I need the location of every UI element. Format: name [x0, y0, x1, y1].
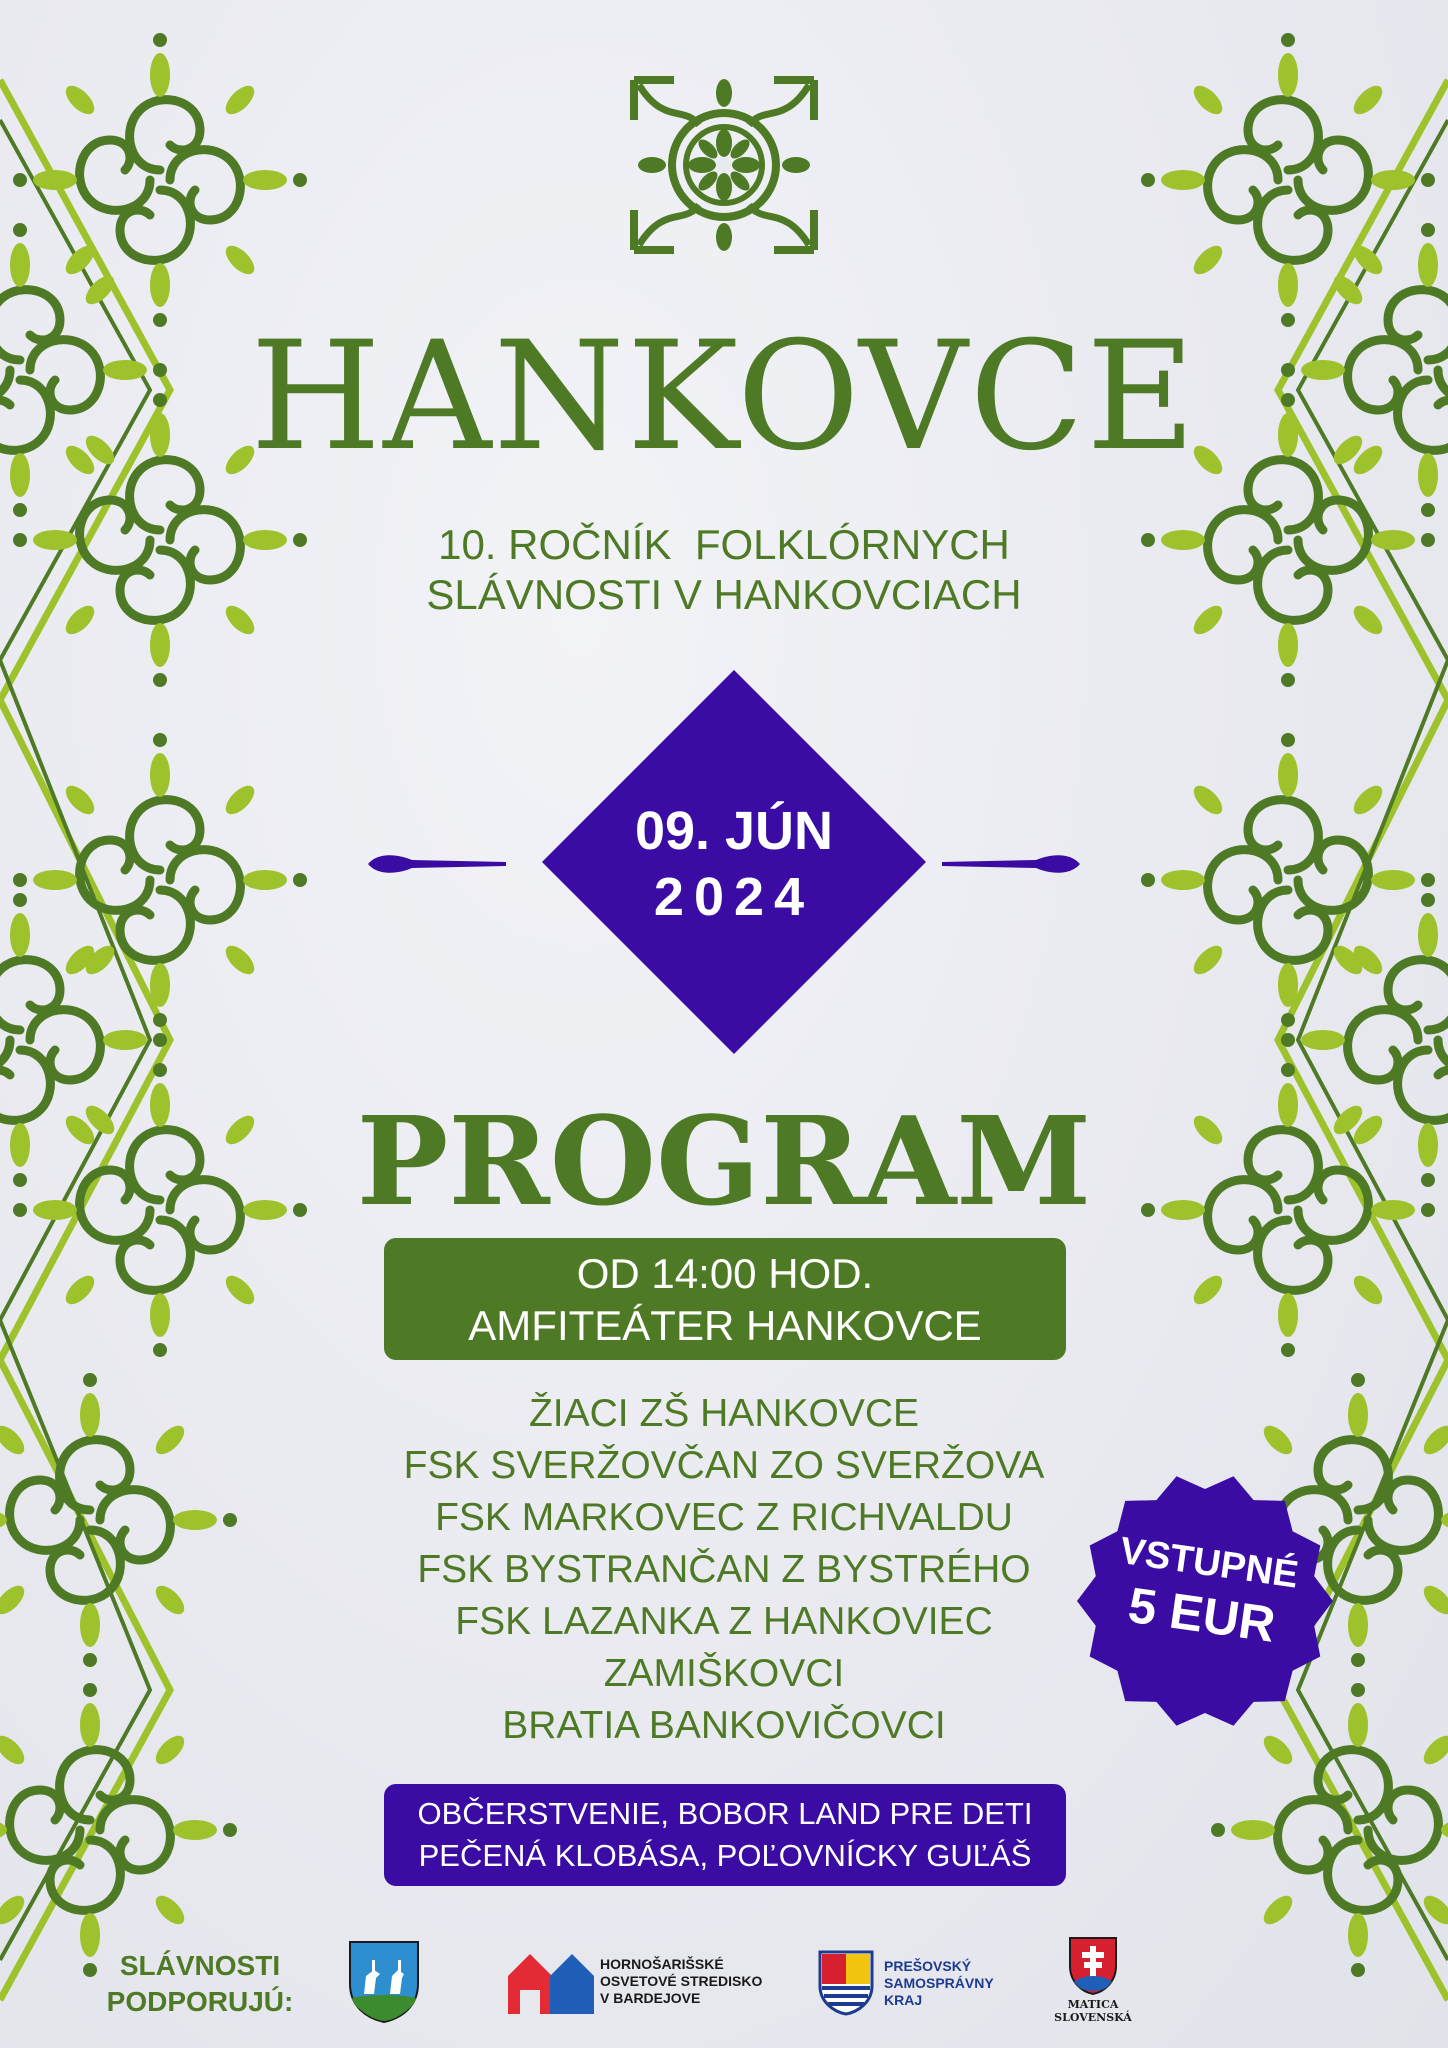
sponsor-line: MATICA [1067, 1998, 1119, 2011]
event-subtitle [300, 520, 1148, 620]
date-year: 2024 [653, 867, 815, 927]
list-item: ZAMIŠKOVCI [603, 1652, 845, 1695]
sponsors-label-line-2: PODPORUJÚ: [106, 1986, 294, 2017]
house-logo-icon [508, 1946, 594, 2014]
shield-icon [818, 1950, 874, 2016]
top-rosette-ornament [624, 70, 824, 260]
refreshments-line-1: OBČERSTVENIE, BOBOR LAND PRE DETI [417, 1796, 1033, 1831]
program-venue: AMFITEÁTER HANKOVCE [468, 1302, 982, 1349]
event-title: HANKOVCE [250, 310, 1198, 484]
list-item: BRATIA BANKOVIČOVCI [502, 1704, 946, 1747]
sponsor-matica-text [1040, 1998, 1146, 2024]
left-flourish [368, 850, 506, 878]
list-item: FSK BYSTRANČAN Z BYSTRÉHO [417, 1548, 1031, 1591]
program-title: PROGRAM [356, 1089, 1092, 1233]
date-day: 09. JÚN [634, 801, 834, 861]
sponsor-osvetove-stredisko-text [600, 1956, 770, 2007]
list-item: FSK SVERŽOVČAN ZO SVERŽOVA [403, 1444, 1045, 1487]
admission-price: 5 EUR [1124, 1576, 1279, 1653]
subtitle-line-2: SLÁVNOSTI V HANKOVCIACH [426, 571, 1022, 618]
sponsor-line: V BARDEJOVE [600, 1990, 701, 2006]
sponsor-line: SAMOSPRÁVNY [884, 1975, 994, 1991]
right-flourish [942, 850, 1080, 878]
sponsor-line: OSVETOVÉ STREDISKO [600, 1973, 763, 1989]
sponsor-line: KRAJ [884, 1992, 923, 2008]
program-time: OD 14:00 HOD. [576, 1250, 874, 1297]
subtitle-line-1: 10. ROČNÍK FOLKLÓRNYCH [438, 521, 1010, 568]
sponsor-psk-text [884, 1958, 1014, 2009]
sponsors-label [80, 1948, 320, 2020]
refreshments-line-2: PEČENÁ KLOBÁSA, POĽOVNÍCKY GUĽÁŠ [418, 1838, 1032, 1873]
sponsor-line: HORNOŠARIŠSKÉ [600, 1956, 724, 1972]
admission-label: VSTUPNÉ [1117, 1529, 1301, 1597]
cross-emblem-icon [1066, 1936, 1120, 1996]
coat-of-arms-icon [346, 1938, 422, 2024]
sponsor-line: PREŠOVSKÝ [884, 1958, 972, 1974]
list-item: FSK MARKOVEC Z RICHVALDU [435, 1496, 1013, 1539]
event-date [542, 798, 926, 930]
list-item: FSK LAZANKA Z HANKOVIEC [455, 1600, 993, 1643]
left-ornament-border [0, 0, 330, 2048]
list-item: ŽIACI ZŠ HANKOVCE [528, 1392, 920, 1435]
sponsors-label-line-1: SLÁVNOSTI [119, 1950, 281, 1981]
sponsor-line: SLOVENSKÁ [1054, 2011, 1132, 2024]
refreshments-box [384, 1784, 1066, 1886]
performers-list [330, 1388, 1118, 1752]
time-venue-box [384, 1238, 1066, 1360]
right-ornament-border [1118, 0, 1448, 2048]
